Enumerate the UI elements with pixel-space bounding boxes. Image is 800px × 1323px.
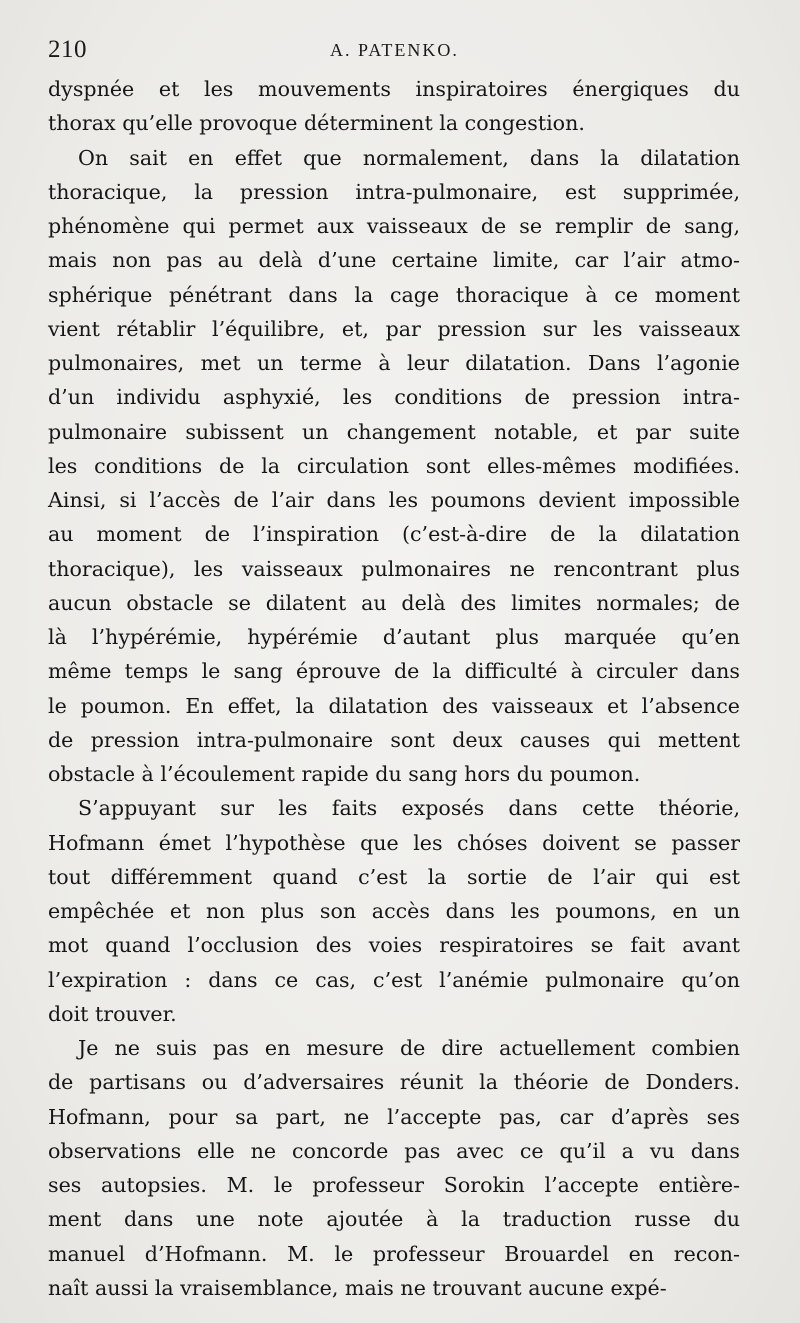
text-line: au moment de l’inspiration (c’est-à-dire de la dilatation [48,522,740,547]
text-line: On sait en effet que normalement, dans la dilatation [78,145,740,170]
text-line: obstacle à l’écoulement rapide du sang hors du poumon. [48,762,641,786]
text-line: de partisans ou d’adversaires réunit la théorie de Donders. [48,1070,740,1095]
text-line: ses autopsies. M. le professeur Sorokin l’accepte entière- [48,1173,740,1197]
page-header [48,36,760,66]
text-line: thorax qu’elle provoque déterminent la congestion. [48,111,585,136]
text-line: de pression intra-pulmonaire sont deux causes qui mettent [48,727,740,752]
paragraph [48,791,740,1031]
paragraph [48,141,740,792]
text-line: thoracique), les vaisseaux pulmonaires ne rencontrant plus [48,556,740,581]
text-line: doit trouver. [48,1001,177,1026]
text-line: mais non pas au delà d’une certaine limite, car l’air atmo- [48,248,740,273]
text-line: vient rétablir l’équilibre, et, par pression sur les vaisseaux [48,316,740,341]
text-line: mot quand l’occlusion des voies respiratoires se fait avant [48,933,740,958]
text-line: pulmonaires, met un terme à leur dilatation. Dans l’agonie [48,351,740,375]
text-line: ment dans une note ajoutée à la traduction russe du [48,1207,740,1232]
text-line: empêchée et non plus son accès dans les poumons, en un [48,899,740,923]
paragraph [48,72,740,141]
body-text [48,72,740,1305]
text-line: S’appuyant sur les faits exposés dans cette théorie, [78,796,740,821]
text-line: dyspnée et les mouvements inspiratoires énergiques du [48,77,740,101]
text-line: le poumon. En effet, la dilatation des vaisseaux et l’absence [48,693,740,718]
text-line: les conditions de la circulation sont elles-mêmes modifiées. [48,453,740,478]
text-line: thoracique, la pression intra-pulmonaire, est supprimée, [48,179,740,204]
text-line: tout différemment quand c’est la sortie de l’air qui est [48,864,740,889]
text-line: aucun obstacle se dilatent au delà des limites normales; de [48,590,740,615]
text-line: manuel d’Hofmann. M. le professeur Brouardel en recon- [48,1241,740,1266]
text-line: Hofmann émet l’hypothèse que les chóses doivent se passer [48,830,740,855]
text-line: pulmonaire subissent un changement notable, et par suite [48,419,740,444]
text-line: l’expiration : dans ce cas, c’est l’anémie pulmonaire qu’on [48,967,740,992]
text-line: sphérique pénétrant dans la cage thoracique à ce moment [48,282,740,307]
text-line: Ainsi, si l’accès de l’air dans les poumons devient impossible [48,488,740,512]
text-line: là l’hypérémie, hypérémie d’autant plus marquée qu’en [48,625,740,649]
page-number: 210 [48,36,87,63]
text-line: naît aussi la vraisemblance, mais ne trouvant aucune expé- [48,1275,667,1300]
text-line: Hofmann, pour sa part, ne l’accepte pas, car d’après ses [48,1104,740,1129]
text-line: phénomène qui permet aux vaisseaux de se remplir de sang, [48,214,740,238]
text-line: Je ne suis pas en mesure de dire actuellement combien [78,1036,740,1060]
text-line: observations elle ne concorde pas avec ce qu’il a vu dans [48,1138,740,1163]
text-line: même temps le sang éprouve de la difficulté à circuler dans [48,659,740,684]
text-line: d’un individu asphyxié, les conditions de pression intra- [48,385,740,410]
running-head: A. PATENKO. [330,40,459,60]
paragraph [48,1031,740,1305]
